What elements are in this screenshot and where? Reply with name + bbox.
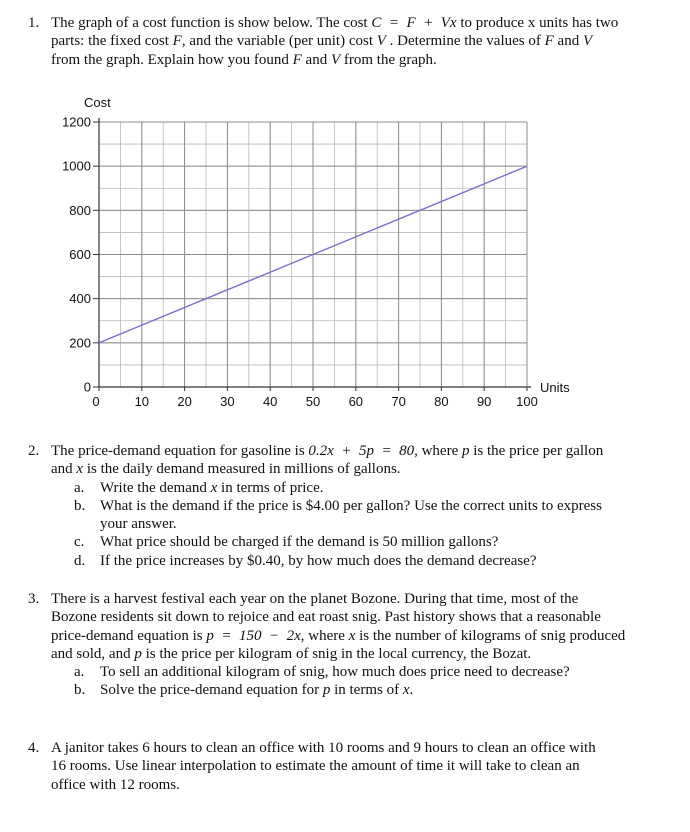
x-tick-label: 90 xyxy=(476,394,492,409)
demand-equation: 0.2x + 5p = 80 xyxy=(308,443,415,459)
x-tick-label: 20 xyxy=(177,394,192,409)
question-number: 3. xyxy=(28,591,40,607)
question-number: 1. xyxy=(28,15,40,31)
y-tick-label: 600 xyxy=(69,247,91,262)
question-text: There is a harvest festival each year on the planet Bozone. During that time, most of the Bozone residents sit down to rejoice and eat roast snig. Past history shows that a reasonable price-demand equation is p = 150 − 2x, where x is the number of kilograms of snig produced and sold, and p is the price per kilogram of snig in the local currency, the Bozat. a. To sell an additional kilogram of snig, how much does price need to decrease? b. Solve the price-demand equation for p in terms of x. xyxy=(51,591,626,699)
question-number: 4. xyxy=(28,740,40,756)
x-tick-label: 0 xyxy=(92,394,100,409)
chart-ticks xyxy=(93,122,527,391)
price-demand-equation: p = 150 − 2x xyxy=(206,627,301,644)
sub-question-d: d. If the price increases by $0.40, by how much does the demand decrease? xyxy=(74,552,537,569)
y-axis-label: Cost xyxy=(84,95,111,110)
question-text: A janitor takes 6 hours to clean an office with 10 rooms and 9 hours to clean an office with 16 rooms. Use linear interpolation to estimate the amount of time it will take to clean an office with 12 rooms. xyxy=(51,740,596,793)
y-tick-label: 1000 xyxy=(62,158,91,174)
x-tick-label: 80 xyxy=(434,394,449,409)
x-tick-label: 100 xyxy=(516,394,538,409)
sub-question-b: b. Solve the price-demand equation for p in terms of x. xyxy=(74,682,414,699)
x-axis-label: Units xyxy=(540,380,570,395)
question-number: 2. xyxy=(28,443,40,459)
x-tick-label: 10 xyxy=(134,394,150,409)
x-tick-label: 40 xyxy=(262,394,278,409)
x-tick-label: 30 xyxy=(220,394,235,409)
sub-question-c: c. What price should be charged if the demand is 50 million gallons? xyxy=(74,534,499,551)
y-tick-label: 800 xyxy=(69,202,91,218)
sub-question-a: a. Write the demand x in terms of price. xyxy=(74,479,324,496)
cost-equation: C = F + Vx xyxy=(371,15,457,31)
sub-question-a: a. To sell an additional kilogram of snig, how much does price need to decrease? xyxy=(74,664,570,681)
question-text: The price-demand equation for gasoline is 0.2x + 5p = 80, where p is the price per gallon and x is the daily demand measured in millions of gallons. a. Write the demand x in terms of price. b. What is the demand if the price is $4.00 per gallon? Use the correct units to express your answer. c. What price should be charged if the demand is 50 million gallons? d. If the price increases by $0.40, by how much does the demand decrease? xyxy=(51,442,621,570)
chart-labels xyxy=(62,95,570,409)
y-tick-label: 1200 xyxy=(62,114,91,130)
question-text: The graph of a cost function is show below. The cost C = F + Vx to produce x units has two parts: the fixed cost F, and the variable (per unit) cost V . Determine the values of F and V from the graph. Explain how you found F and V from the graph. xyxy=(51,15,619,68)
x-tick-label: 70 xyxy=(391,394,406,409)
y-tick-label: 200 xyxy=(69,335,91,351)
x-tick-label: 50 xyxy=(305,394,321,409)
y-tick-label: 400 xyxy=(69,291,91,307)
chart-axes xyxy=(99,118,531,387)
y-tick-label: 0 xyxy=(83,379,91,395)
x-tick-label: 60 xyxy=(348,394,364,409)
sub-question-b: b. What is the demand if the price is $4.00 per gallon? Use the correct units to express your answer. xyxy=(74,497,602,533)
